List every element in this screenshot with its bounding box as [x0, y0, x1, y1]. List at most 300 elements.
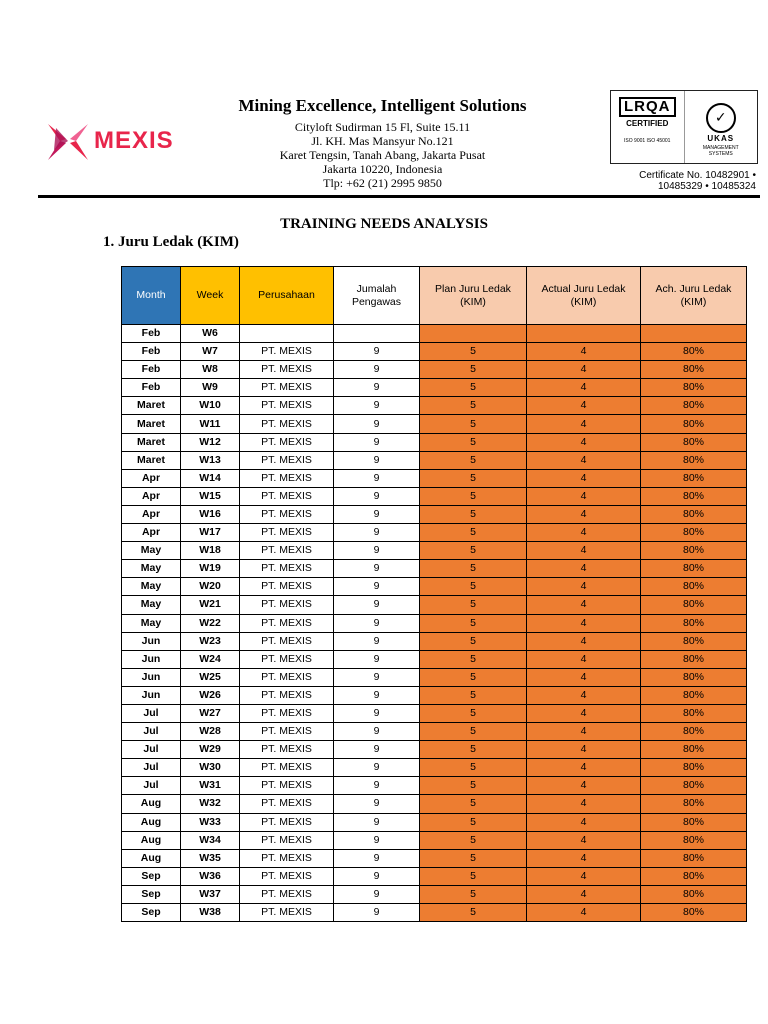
certificate-number-line: 10485329 • 10485324 — [657, 181, 756, 192]
table-row — [122, 379, 747, 397]
ukas-label: UKAS — [707, 134, 735, 143]
cell-achievement: 80% — [641, 524, 747, 542]
cell-month: Maret — [122, 451, 181, 469]
mexis-logo-icon — [46, 120, 90, 162]
cell-pengawas: 9 — [334, 650, 420, 668]
cell-month: Maret — [122, 397, 181, 415]
column-header-actual — [527, 267, 641, 325]
cell-month: Jun — [122, 650, 181, 668]
cell-week: W31 — [181, 777, 240, 795]
table-row — [122, 397, 747, 415]
cell-achievement: 80% — [641, 704, 747, 722]
cell-week: W9 — [181, 379, 240, 397]
cell-pengawas: 9 — [334, 487, 420, 505]
cell-month: May — [122, 614, 181, 632]
cell-achievement: 80% — [641, 578, 747, 596]
cell-actual: 4 — [527, 397, 641, 415]
cell-plan: 5 — [420, 686, 527, 704]
cell-week: W37 — [181, 885, 240, 903]
column-header-month: Month — [122, 267, 181, 325]
cell-achievement: 80% — [641, 885, 747, 903]
cell-pengawas: 9 — [334, 777, 420, 795]
cell-month: Jul — [122, 741, 181, 759]
cell-pengawas: 9 — [334, 795, 420, 813]
cell-achievement: 80% — [641, 759, 747, 777]
cell-month: Feb — [122, 325, 181, 343]
cell-week: W15 — [181, 487, 240, 505]
column-header-actual-label: Actual Juru Ledak (KIM) — [541, 282, 626, 308]
cell-actual: 4 — [527, 505, 641, 523]
letterhead — [230, 96, 535, 190]
cell-pengawas: 9 — [334, 813, 420, 831]
table-row — [122, 904, 747, 922]
cell-week: W27 — [181, 704, 240, 722]
cell-week: W6 — [181, 325, 240, 343]
table-row — [122, 542, 747, 560]
cell-perusahaan: PT. MEXIS — [240, 704, 334, 722]
cell-actual: 4 — [527, 759, 641, 777]
cell-perusahaan: PT. MEXIS — [240, 686, 334, 704]
table-row — [122, 433, 747, 451]
cell-actual: 4 — [527, 668, 641, 686]
cell-plan: 5 — [420, 614, 527, 632]
cell-week: W33 — [181, 813, 240, 831]
cell-month: May — [122, 596, 181, 614]
cell-week: W35 — [181, 849, 240, 867]
cell-achievement — [641, 325, 747, 343]
cell-pengawas: 9 — [334, 560, 420, 578]
cell-plan: 5 — [420, 650, 527, 668]
table-row — [122, 596, 747, 614]
table-row — [122, 885, 747, 903]
cell-plan: 5 — [420, 343, 527, 361]
table-row — [122, 650, 747, 668]
table-row — [122, 668, 747, 686]
cell-achievement: 80% — [641, 777, 747, 795]
table-row — [122, 849, 747, 867]
iso-standards-label: ISO 9001 ISO 45001 — [624, 138, 671, 144]
address-line: Jl. KH. Mas Mansyur No.121 — [311, 134, 454, 148]
cell-achievement: 80% — [641, 469, 747, 487]
cell-month: Jul — [122, 759, 181, 777]
cell-month: Aug — [122, 849, 181, 867]
cell-perusahaan: PT. MEXIS — [240, 451, 334, 469]
lrqa-badge — [611, 91, 684, 163]
cell-achievement: 80% — [641, 379, 747, 397]
column-header-pengawas-label: Jumalah Pengawas — [351, 282, 402, 308]
cell-week: W36 — [181, 867, 240, 885]
table-body — [122, 325, 747, 922]
cell-month: May — [122, 542, 181, 560]
cell-perusahaan: PT. MEXIS — [240, 777, 334, 795]
table-row — [122, 560, 747, 578]
lrqa-certified-label: CERTIFIED — [626, 119, 669, 128]
cell-plan: 5 — [420, 867, 527, 885]
cell-plan: 5 — [420, 885, 527, 903]
cell-month: Aug — [122, 831, 181, 849]
cell-achievement: 80% — [641, 361, 747, 379]
cell-perusahaan: PT. MEXIS — [240, 505, 334, 523]
cell-actual: 4 — [527, 650, 641, 668]
cell-actual: 4 — [527, 741, 641, 759]
table-row — [122, 325, 747, 343]
cell-plan: 5 — [420, 813, 527, 831]
cell-week: W17 — [181, 524, 240, 542]
cell-month: Sep — [122, 904, 181, 922]
cell-plan: 5 — [420, 904, 527, 922]
cell-perusahaan: PT. MEXIS — [240, 650, 334, 668]
column-header-ach — [641, 267, 747, 325]
cell-achievement: 80% — [641, 487, 747, 505]
cell-perusahaan: PT. MEXIS — [240, 379, 334, 397]
cell-plan: 5 — [420, 759, 527, 777]
cell-perusahaan: PT. MEXIS — [240, 741, 334, 759]
cell-month: Jun — [122, 686, 181, 704]
cell-plan: 5 — [420, 578, 527, 596]
table-row — [122, 487, 747, 505]
address-line: Cityloft Sudirman 15 Fl, Suite 15.11 — [294, 120, 471, 134]
address-line: Jakarta 10220, Indonesia — [322, 162, 443, 176]
cell-plan — [420, 325, 527, 343]
cell-plan: 5 — [420, 795, 527, 813]
cell-perusahaan: PT. MEXIS — [240, 668, 334, 686]
cell-week: W8 — [181, 361, 240, 379]
cell-actual: 4 — [527, 704, 641, 722]
cell-perusahaan: PT. MEXIS — [240, 885, 334, 903]
cell-achievement: 80% — [641, 741, 747, 759]
cell-actual: 4 — [527, 632, 641, 650]
cell-pengawas: 9 — [334, 759, 420, 777]
cell-week: W10 — [181, 397, 240, 415]
cell-month: Apr — [122, 487, 181, 505]
cell-achievement: 80% — [641, 505, 747, 523]
cell-actual: 4 — [527, 487, 641, 505]
cell-plan: 5 — [420, 451, 527, 469]
cell-month: Jul — [122, 704, 181, 722]
cell-achievement: 80% — [641, 904, 747, 922]
cell-month: Jun — [122, 668, 181, 686]
cell-pengawas: 9 — [334, 704, 420, 722]
cell-plan: 5 — [420, 379, 527, 397]
cell-week: W29 — [181, 741, 240, 759]
cell-perusahaan: PT. MEXIS — [240, 524, 334, 542]
cell-pengawas: 9 — [334, 668, 420, 686]
cell-perusahaan: PT. MEXIS — [240, 542, 334, 560]
cell-pengawas: 9 — [334, 596, 420, 614]
cell-week: W32 — [181, 795, 240, 813]
table-row — [122, 741, 747, 759]
column-header-ach-label: Ach. Juru Ledak (KIM) — [655, 282, 732, 308]
cell-pengawas: 9 — [334, 849, 420, 867]
company-logo — [46, 120, 174, 162]
cell-pengawas: 9 — [334, 885, 420, 903]
cell-plan: 5 — [420, 723, 527, 741]
company-title: Mining Excellence, Intelligent Solutions — [238, 96, 527, 115]
cell-actual: 4 — [527, 596, 641, 614]
cell-achievement: 80% — [641, 686, 747, 704]
cell-perusahaan: PT. MEXIS — [240, 813, 334, 831]
cell-actual: 4 — [527, 379, 641, 397]
cell-plan: 5 — [420, 542, 527, 560]
cell-month: Maret — [122, 433, 181, 451]
column-header-plan — [420, 267, 527, 325]
cell-actual: 4 — [527, 361, 641, 379]
cell-pengawas: 9 — [334, 505, 420, 523]
cell-achievement: 80% — [641, 813, 747, 831]
cell-month: Jul — [122, 777, 181, 795]
cell-plan: 5 — [420, 596, 527, 614]
cell-achievement: 80% — [641, 542, 747, 560]
cell-month: Sep — [122, 867, 181, 885]
cell-pengawas: 9 — [334, 361, 420, 379]
cell-perusahaan: PT. MEXIS — [240, 614, 334, 632]
cell-week: W26 — [181, 686, 240, 704]
cell-plan: 5 — [420, 777, 527, 795]
cell-actual: 4 — [527, 867, 641, 885]
cell-month: Apr — [122, 524, 181, 542]
logo-wordmark: MEXIS — [94, 127, 174, 154]
table-row — [122, 451, 747, 469]
cell-perusahaan: PT. MEXIS — [240, 469, 334, 487]
cell-achievement: 80% — [641, 795, 747, 813]
cell-achievement: 80% — [641, 451, 747, 469]
cell-week: W13 — [181, 451, 240, 469]
cell-plan: 5 — [420, 433, 527, 451]
cell-actual: 4 — [527, 542, 641, 560]
column-header-plan-label: Plan Juru Ledak (KIM) — [435, 282, 511, 308]
cell-pengawas: 9 — [334, 686, 420, 704]
cell-perusahaan: PT. MEXIS — [240, 433, 334, 451]
cell-actual: 4 — [527, 813, 641, 831]
cell-actual: 4 — [527, 415, 641, 433]
cell-perusahaan: PT. MEXIS — [240, 849, 334, 867]
cell-week: W19 — [181, 560, 240, 578]
table-row — [122, 723, 747, 741]
cell-achievement: 80% — [641, 723, 747, 741]
certification-badges — [610, 90, 758, 164]
checkmark-icon: ✓ — [706, 103, 736, 133]
table-row — [122, 704, 747, 722]
cell-month: Jun — [122, 632, 181, 650]
cell-plan: 5 — [420, 831, 527, 849]
cell-perusahaan — [240, 325, 334, 343]
cell-actual: 4 — [527, 524, 641, 542]
cell-pengawas: 9 — [334, 343, 420, 361]
table-row — [122, 343, 747, 361]
cell-actual: 4 — [527, 469, 641, 487]
cell-achievement: 80% — [641, 433, 747, 451]
ukas-sub-label: MANAGEMENT SYSTEMS — [702, 145, 739, 157]
cell-achievement: 80% — [641, 596, 747, 614]
cell-week: W28 — [181, 723, 240, 741]
cell-month: Maret — [122, 415, 181, 433]
table-row — [122, 505, 747, 523]
cell-perusahaan: PT. MEXIS — [240, 795, 334, 813]
cell-pengawas: 9 — [334, 904, 420, 922]
column-header-perusahaan: Perusahaan — [240, 267, 334, 325]
cell-plan: 5 — [420, 361, 527, 379]
training-table — [121, 266, 747, 922]
cell-achievement: 80% — [641, 650, 747, 668]
cell-plan: 5 — [420, 560, 527, 578]
cell-perusahaan: PT. MEXIS — [240, 343, 334, 361]
cell-week: W38 — [181, 904, 240, 922]
cell-week: W18 — [181, 542, 240, 560]
cell-achievement: 80% — [641, 632, 747, 650]
cell-pengawas: 9 — [334, 741, 420, 759]
cell-actual: 4 — [527, 343, 641, 361]
cell-perusahaan: PT. MEXIS — [240, 596, 334, 614]
cell-achievement: 80% — [641, 614, 747, 632]
cell-month: Apr — [122, 469, 181, 487]
cell-month: Aug — [122, 795, 181, 813]
cell-pengawas: 9 — [334, 524, 420, 542]
cell-pengawas: 9 — [334, 451, 420, 469]
cell-pengawas: 9 — [334, 542, 420, 560]
cell-plan: 5 — [420, 741, 527, 759]
cell-pengawas: 9 — [334, 614, 420, 632]
lrqa-logo: LRQA — [619, 97, 676, 117]
phone-line: Tlp: +62 (21) 2995 9850 — [323, 176, 442, 190]
cell-perusahaan: PT. MEXIS — [240, 904, 334, 922]
table-row — [122, 777, 747, 795]
cell-week: W30 — [181, 759, 240, 777]
table-row — [122, 759, 747, 777]
cell-plan: 5 — [420, 505, 527, 523]
cell-perusahaan: PT. MEXIS — [240, 759, 334, 777]
table-row — [122, 795, 747, 813]
cell-actual: 4 — [527, 885, 641, 903]
cell-month: Feb — [122, 379, 181, 397]
cell-pengawas: 9 — [334, 867, 420, 885]
cell-perusahaan: PT. MEXIS — [240, 867, 334, 885]
cell-pengawas: 9 — [334, 397, 420, 415]
table-row — [122, 524, 747, 542]
cell-actual: 4 — [527, 795, 641, 813]
cell-actual: 4 — [527, 723, 641, 741]
cell-achievement: 80% — [641, 668, 747, 686]
ukas-badge — [684, 91, 758, 163]
section-title: 1. Juru Ledak (KIM) — [103, 234, 239, 250]
cell-month: Jul — [122, 723, 181, 741]
table-row — [122, 415, 747, 433]
cell-plan: 5 — [420, 668, 527, 686]
cell-pengawas: 9 — [334, 379, 420, 397]
address-line: Karet Tengsin, Tanah Abang, Jakarta Pusat — [279, 148, 486, 162]
cell-month: May — [122, 560, 181, 578]
cell-plan: 5 — [420, 487, 527, 505]
cell-actual — [527, 325, 641, 343]
cell-month: Feb — [122, 361, 181, 379]
header-divider — [38, 195, 760, 198]
cell-pengawas: 9 — [334, 723, 420, 741]
cell-month: May — [122, 578, 181, 596]
cell-actual: 4 — [527, 433, 641, 451]
cell-month: Sep — [122, 885, 181, 903]
column-header-pengawas — [334, 267, 420, 325]
cell-week: W20 — [181, 578, 240, 596]
table-row — [122, 632, 747, 650]
cell-actual: 4 — [527, 831, 641, 849]
cell-pengawas — [334, 325, 420, 343]
table-row — [122, 361, 747, 379]
cell-achievement: 80% — [641, 415, 747, 433]
table-row — [122, 686, 747, 704]
cell-plan: 5 — [420, 632, 527, 650]
cell-week: W11 — [181, 415, 240, 433]
cell-week: W22 — [181, 614, 240, 632]
cell-week: W34 — [181, 831, 240, 849]
cell-actual: 4 — [527, 614, 641, 632]
cell-actual: 4 — [527, 904, 641, 922]
table-row — [122, 614, 747, 632]
certificate-number — [606, 170, 756, 192]
cell-perusahaan: PT. MEXIS — [240, 415, 334, 433]
cell-perusahaan: PT. MEXIS — [240, 397, 334, 415]
cell-perusahaan: PT. MEXIS — [240, 831, 334, 849]
cell-pengawas: 9 — [334, 415, 420, 433]
cell-perusahaan: PT. MEXIS — [240, 578, 334, 596]
cell-achievement: 80% — [641, 397, 747, 415]
cell-achievement: 80% — [641, 849, 747, 867]
cell-actual: 4 — [527, 578, 641, 596]
cell-week: W23 — [181, 632, 240, 650]
cell-achievement: 80% — [641, 831, 747, 849]
cell-week: W14 — [181, 469, 240, 487]
cell-perusahaan: PT. MEXIS — [240, 723, 334, 741]
cell-actual: 4 — [527, 451, 641, 469]
cell-plan: 5 — [420, 524, 527, 542]
cell-week: W25 — [181, 668, 240, 686]
cell-perusahaan: PT. MEXIS — [240, 361, 334, 379]
cell-week: W12 — [181, 433, 240, 451]
table-row — [122, 831, 747, 849]
cell-plan: 5 — [420, 397, 527, 415]
cell-plan: 5 — [420, 469, 527, 487]
cell-perusahaan: PT. MEXIS — [240, 560, 334, 578]
cell-actual: 4 — [527, 686, 641, 704]
cell-month: Feb — [122, 343, 181, 361]
cell-actual: 4 — [527, 560, 641, 578]
cell-actual: 4 — [527, 849, 641, 867]
cell-week: W24 — [181, 650, 240, 668]
table-row — [122, 813, 747, 831]
cell-plan: 5 — [420, 415, 527, 433]
table-header-row — [122, 267, 747, 325]
cell-week: W16 — [181, 505, 240, 523]
table-row — [122, 578, 747, 596]
column-header-week: Week — [181, 267, 240, 325]
cell-plan: 5 — [420, 704, 527, 722]
cell-achievement: 80% — [641, 867, 747, 885]
cell-perusahaan: PT. MEXIS — [240, 632, 334, 650]
cell-perusahaan: PT. MEXIS — [240, 487, 334, 505]
table-row — [122, 469, 747, 487]
cell-achievement: 80% — [641, 560, 747, 578]
cell-month: Aug — [122, 813, 181, 831]
cell-actual: 4 — [527, 777, 641, 795]
table-row — [122, 867, 747, 885]
cell-week: W7 — [181, 343, 240, 361]
cell-pengawas: 9 — [334, 578, 420, 596]
cell-pengawas: 9 — [334, 632, 420, 650]
cell-pengawas: 9 — [334, 433, 420, 451]
document-title: TRAINING NEEDS ANALYSIS — [280, 216, 488, 232]
cell-pengawas: 9 — [334, 469, 420, 487]
cell-week: W21 — [181, 596, 240, 614]
cell-month: Apr — [122, 505, 181, 523]
cell-pengawas: 9 — [334, 831, 420, 849]
